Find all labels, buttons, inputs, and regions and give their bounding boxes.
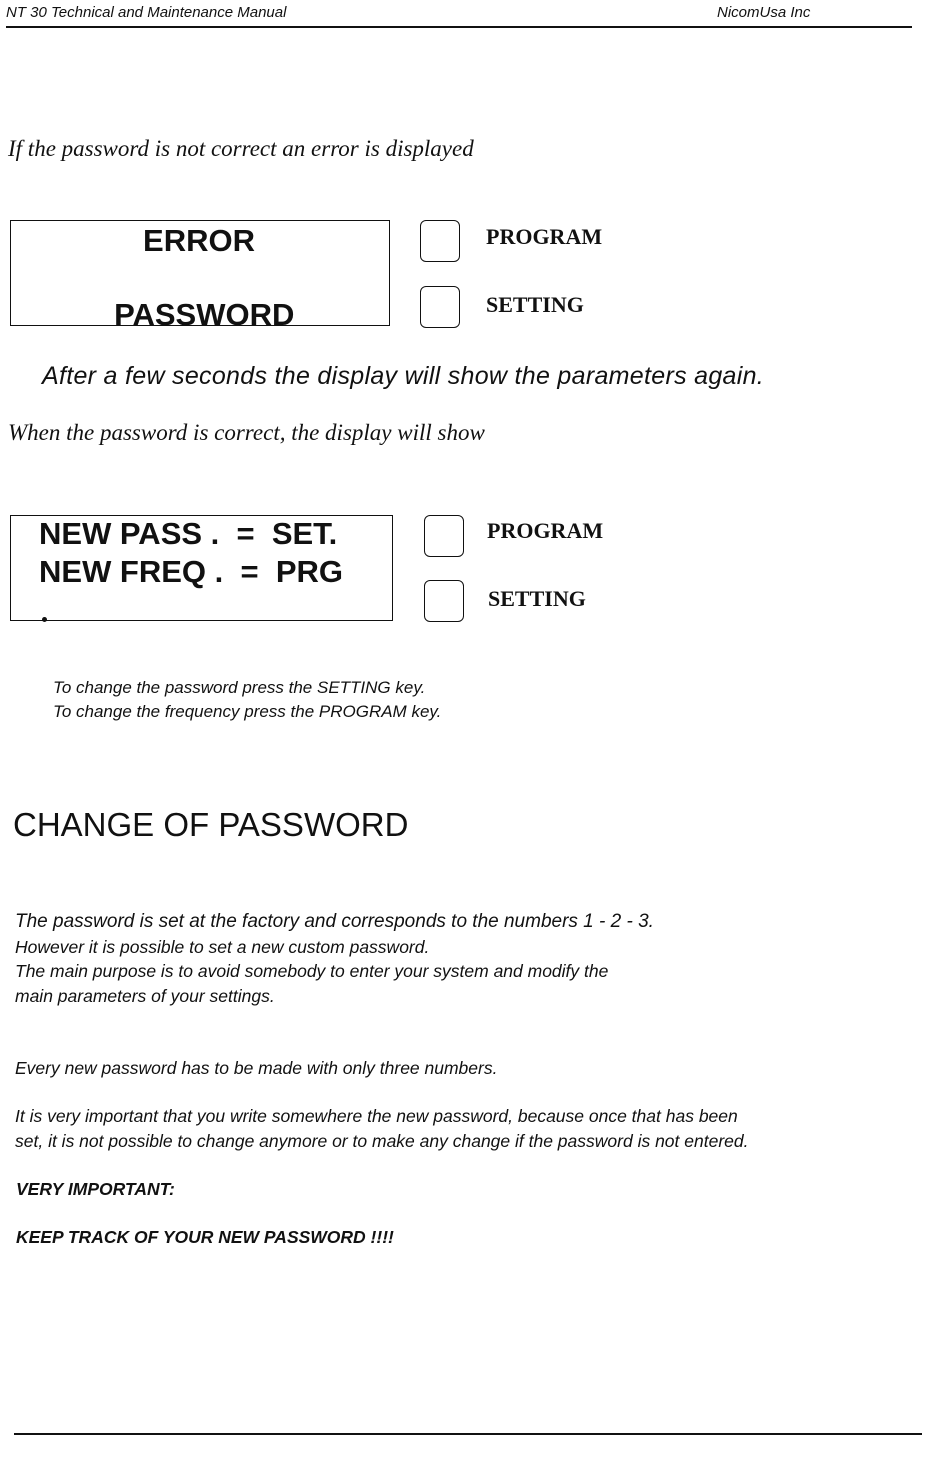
after-seconds-text: After a few seconds the display will show the parameters again. — [42, 362, 765, 390]
paragraph-three-numbers: Every new password has to be made with only three numbers. — [15, 1058, 498, 1078]
paragraph-factory-password — [15, 910, 654, 1008]
note-setting-key: To change the password press the SETTING key. — [53, 678, 426, 697]
error-display-line2: PASSWORD — [114, 297, 295, 332]
header-company: NicomUsa Inc — [717, 4, 811, 21]
keep-track-warning: KEEP TRACK OF YOUR NEW PASSWORD !!!! — [16, 1227, 394, 1247]
program-key-label: PROGRAM — [486, 224, 603, 249]
error-display — [10, 220, 390, 332]
correct-intro-text: When the password is correct, the display will show — [8, 420, 485, 445]
error-intro-text: If the password is not correct an error is displayed — [8, 136, 474, 161]
program-key[interactable] — [420, 220, 460, 262]
paragraph-line: set, it is not possible to change anymore or to make any change if the password is not entered. — [15, 1130, 749, 1151]
menu-display — [10, 515, 393, 621]
setting-key[interactable] — [420, 286, 460, 328]
paragraph-line: It is very important that you write somewhere the new password, because once that has been — [15, 1106, 738, 1126]
section-heading: CHANGE OF PASSWORD — [13, 806, 409, 843]
setting-key-label: SETTING — [486, 292, 584, 317]
setting-key-2[interactable] — [424, 580, 464, 622]
display-dot — [42, 617, 47, 622]
menu-display-line1: NEW PASS . = SET. — [39, 516, 338, 551]
footer-rule — [14, 1433, 922, 1435]
note-program-key: To change the frequency press the PROGRAM key. — [53, 702, 442, 721]
paragraph-line: The password is set at the factory and corresponds to the numbers 1 - 2 - 3. — [15, 911, 654, 932]
paragraph-line: However it is possible to set a new custom password. — [15, 936, 430, 957]
header-rule — [6, 26, 912, 28]
menu-display-line2: NEW FREQ . = PRG — [39, 554, 344, 589]
program-key-2-label: PROGRAM — [487, 518, 604, 543]
paragraph-write-somewhere — [15, 1104, 748, 1153]
setting-key-2-label: SETTING — [488, 586, 586, 611]
error-display-line1: ERROR — [143, 223, 255, 258]
very-important-label: VERY IMPORTANT: — [16, 1179, 175, 1199]
paragraph-line: The main purpose is to avoid somebody to enter your system and modify the — [15, 961, 609, 981]
program-key-2[interactable] — [424, 515, 464, 557]
paragraph-line: main parameters of your settings. — [15, 985, 275, 1006]
header-manual-title: NT 30 Technical and Maintenance Manual — [6, 4, 287, 21]
